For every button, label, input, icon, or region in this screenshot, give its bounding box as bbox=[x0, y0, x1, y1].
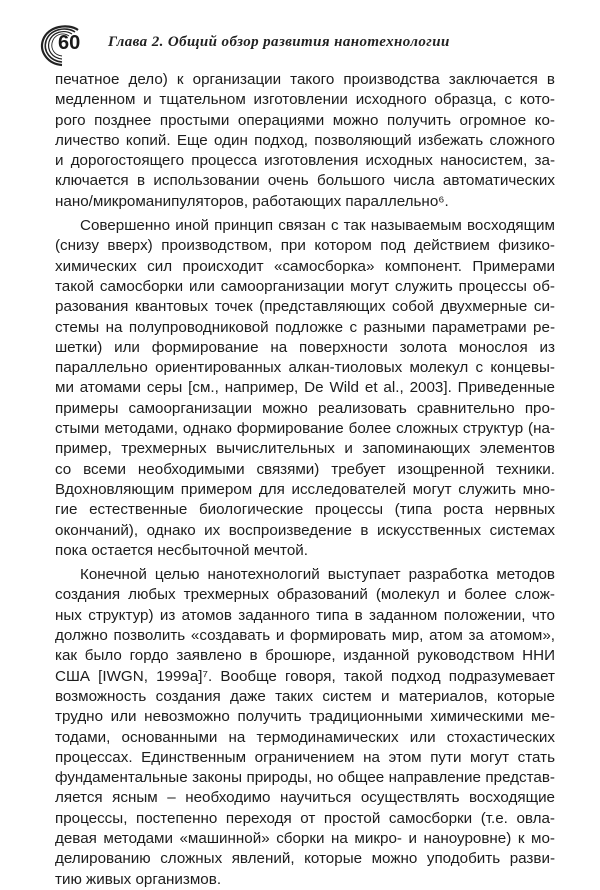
text-line: ных структур) из атомов заданного типа в заданном положении, что bbox=[55, 606, 555, 624]
text-line: Вдохновляющим примером для исследователей могут служить мно- bbox=[55, 480, 555, 498]
text-line: ми атомами серы [см., например, De Wild et al., 2003]. Приведенные bbox=[55, 379, 555, 397]
text-line: как было гордо заявлено в брошюре, изданной руководством ННИ bbox=[55, 647, 555, 665]
text-line: и дорогостоящего процесса изготовления исходных наносистем, за- bbox=[55, 152, 555, 170]
text-line: США [IWGN, 1999a]⁷. Вообще говоря, такой подход подразумевает bbox=[55, 667, 555, 685]
text-line: пример, трехмерных вычислительных и запоминающих элементов bbox=[55, 440, 555, 458]
page-number-badge bbox=[38, 24, 86, 68]
text-line: печатное дело) к организации такого производства заключается в bbox=[55, 71, 555, 88]
text-line: трудно или невозможно получить традиционными химическими ме- bbox=[55, 708, 555, 726]
text-line: рого позднее простыми операциями можно получить огромное ко- bbox=[55, 111, 555, 129]
text-line: медленном и тщательном изготовлении исходного образца, с кото- bbox=[55, 91, 555, 109]
text-line: (снизу вверх) производством, при котором под действием физико- bbox=[55, 237, 555, 255]
text-line: должно позволить «создавать и формировать мир, атом за атомом», bbox=[55, 627, 555, 645]
text-line: тию живых организмов. bbox=[55, 870, 222, 888]
text-line: примеры самоорганизации можно реализовать сравнительно про- bbox=[55, 399, 555, 417]
text-line: разования квантовых точек (представляющих собой двухмерные си- bbox=[55, 298, 555, 316]
text-line: шетки) или формирование на поверхности золота монослоя из bbox=[55, 338, 555, 356]
text-line: такой самосборки или самоорганизации могут служить процессы об- bbox=[55, 277, 555, 295]
text-line: тодами, основанными на термодинамических или стохастических bbox=[55, 728, 555, 746]
text-line: процессах. Единственным ограничением на этом пути могут стать bbox=[55, 748, 555, 766]
text-line: ляется ясным – необходимо научиться осуществлять восходящие bbox=[55, 789, 555, 807]
text-line: гие естественные биологические процессы (типа роста нервных bbox=[55, 501, 555, 519]
text-line: окончаний), однако их воспроизведение в искусственных системах bbox=[55, 521, 555, 539]
text-line: стыми методами, однако формирование более сложных структур (на- bbox=[55, 420, 555, 438]
text-line: стемы на полупроводниковой подложке с разными параметрами ре- bbox=[55, 318, 555, 336]
text-line: фундаментальные законы природы, но общее направление представ- bbox=[55, 769, 555, 787]
text-line: делированию сложных явлений, которые можно уподобить разви- bbox=[55, 850, 555, 868]
text-line: пока остается несбыточной мечтой. bbox=[55, 541, 308, 559]
page-header bbox=[38, 24, 568, 64]
paragraph-2 bbox=[55, 216, 555, 561]
text-line: параллельно ориентированных алкан-тиоловых молекул с концевы- bbox=[55, 359, 555, 377]
paragraph-3 bbox=[55, 565, 555, 890]
text-line: химических сил происходит «самосборка» компонент. Примерами bbox=[55, 257, 555, 275]
text-line: личество копий. Еще один подход, позволяющий избежать сложного bbox=[55, 131, 555, 149]
text-line: девая методами «машинной» сборки на микро- и наноуровне) к мо- bbox=[55, 829, 555, 847]
text-line: Конечной целью нанотехнологий выступает разработка методов bbox=[80, 566, 555, 584]
text-line: со всеми необходимыми связями) требует изощренной техники. bbox=[55, 460, 555, 478]
text-line: нано/микроманипуляторов, работающих параллельно⁶. bbox=[55, 192, 449, 210]
page-number: 60 bbox=[58, 32, 81, 54]
paragraph-1 bbox=[55, 70, 555, 212]
text-line: создания любых трехмерных образований (молекул и более слож- bbox=[55, 586, 555, 604]
text-line: возможность создания даже таких систем и материалов, которые bbox=[55, 687, 555, 705]
text-line: процессы, постепенно переходя от простой самосборки (т.е. овла- bbox=[55, 809, 555, 827]
text-line: ключается в использовании очень большого числа автоматических bbox=[55, 172, 555, 190]
running-head: Глава 2. Общий обзор развития нанотехнологии bbox=[108, 34, 450, 50]
page-body bbox=[55, 70, 555, 890]
text-line: Совершенно иной принцип связан с так называемым восходящим bbox=[80, 217, 555, 235]
